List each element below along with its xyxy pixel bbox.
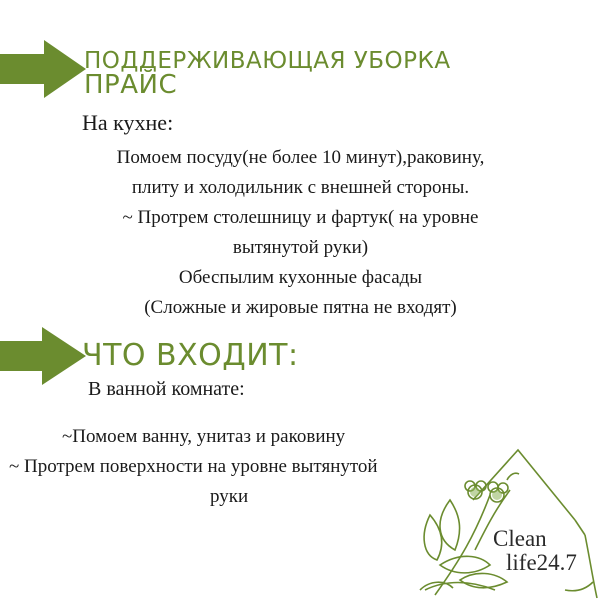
bathroom-line-2: ~ Протрем поверхности на уровне вытянутой	[9, 456, 378, 477]
title-line-2: ПРАЙС	[84, 70, 178, 100]
section-title: ЧТО ВХОДИТ:	[82, 338, 299, 373]
kitchen-line-6: (Сложные и жировые пятна не входят)	[144, 297, 457, 318]
kitchen-heading: На кухне:	[82, 110, 174, 135]
logo-flower-icon	[415, 440, 601, 600]
kitchen-line-4: вытянутой руки)	[232, 237, 369, 258]
logo-text-life: life24.7	[506, 550, 577, 575]
arrow-right-icon	[0, 327, 86, 385]
arrow-right-icon	[0, 40, 86, 98]
kitchen-line-5: Обеспылим кухонные фасады	[178, 267, 423, 288]
bathroom-heading: В ванной комнате:	[88, 378, 245, 400]
bathroom-line-1: ~Помоем ванну, унитаз и раковину	[62, 426, 346, 447]
logo-text-clean: Clean	[493, 526, 547, 551]
title-line-1: ПОДДЕРЖИВАЮЩАЯ УБОРКА	[84, 48, 451, 74]
kitchen-line-2: плиту и холодильник с внешней стороны.	[131, 177, 470, 198]
kitchen-line-3: ~ Протрем столешницу и фартук( на уровне	[122, 207, 479, 228]
bathroom-line-3: руки	[210, 486, 249, 507]
kitchen-line-1: Помоем посуду(не более 10 минут),раковину,	[116, 147, 485, 168]
